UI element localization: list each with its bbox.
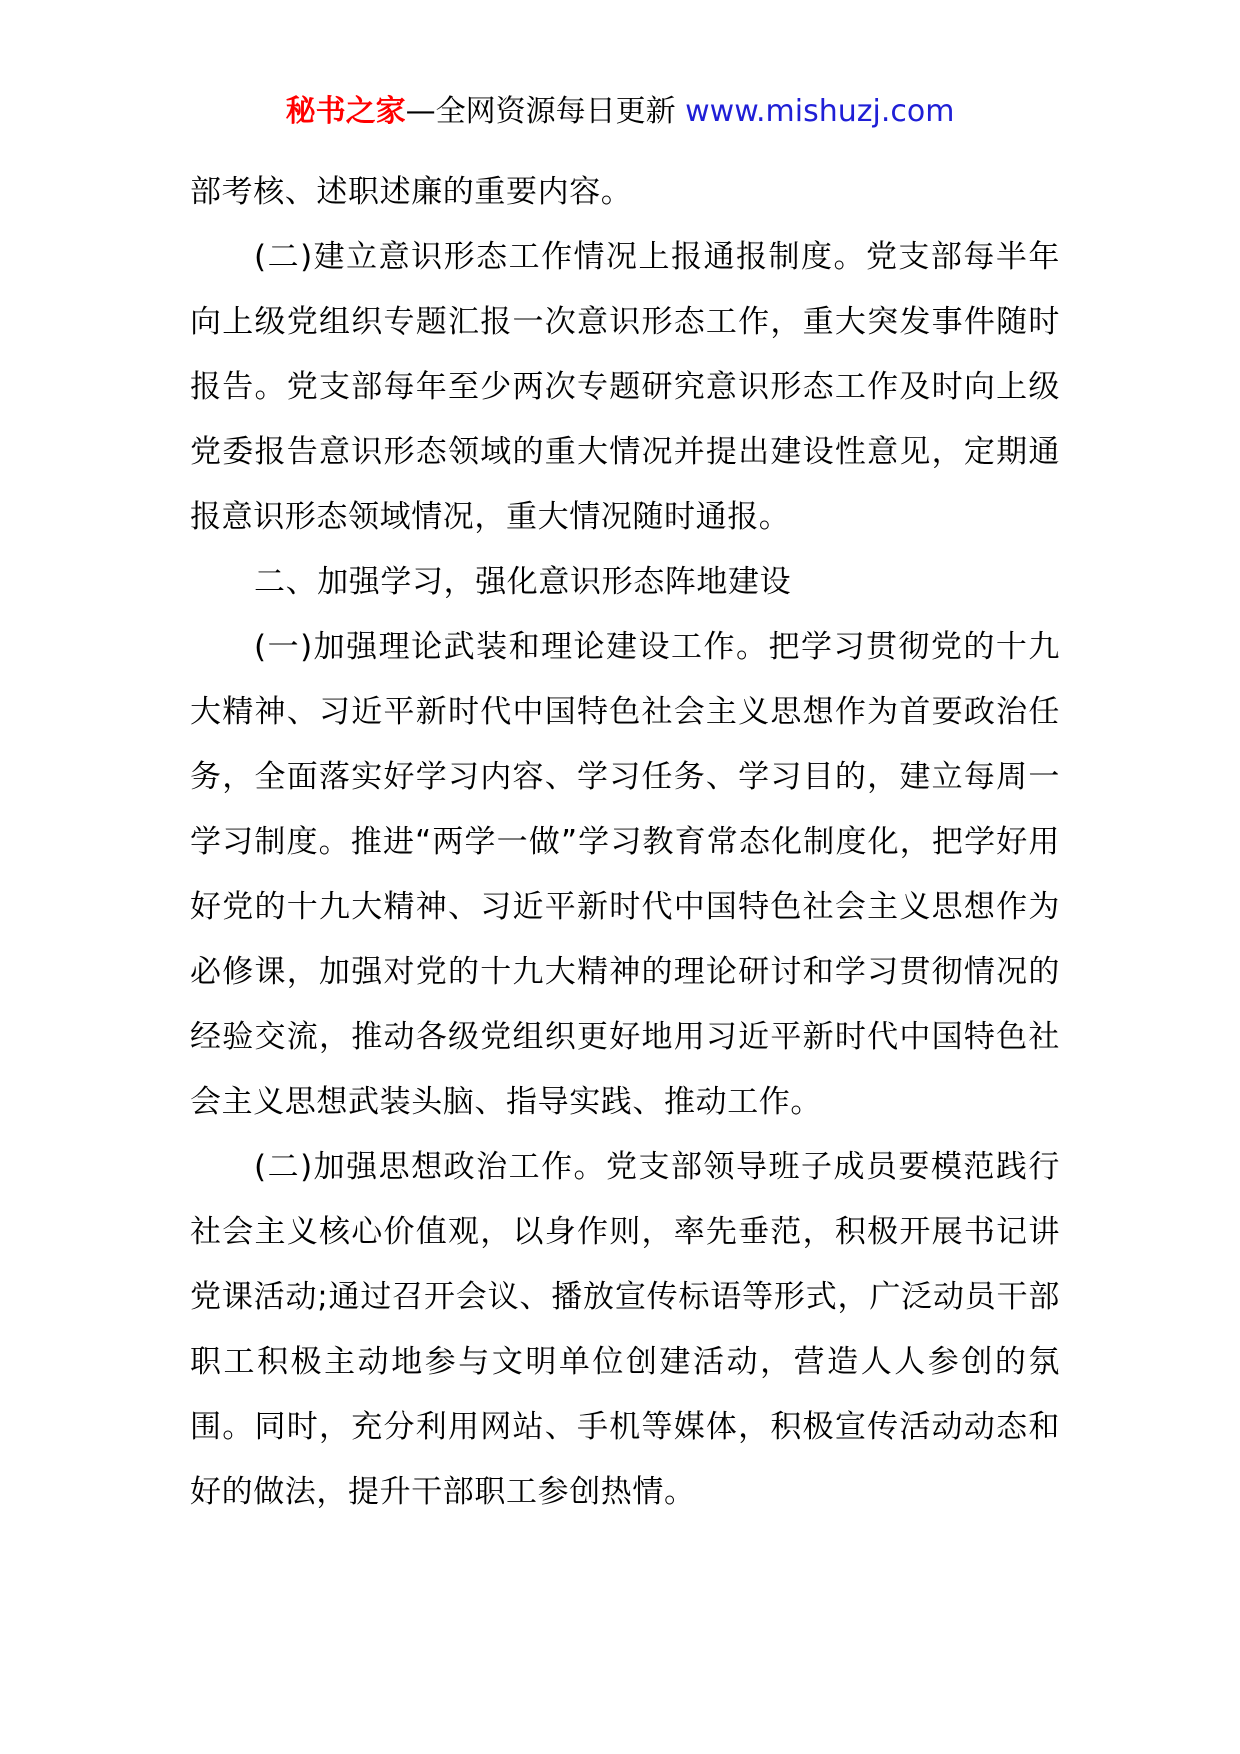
section-heading-study: 二、加强学习，强化意识形态阵地建设 xyxy=(254,564,792,600)
paragraph-theory-work: (一)加强理论武装和理论建设工作。把学习贯彻党的十九大精神、习近平新时代中国特色社会主义思想作为首要政治任务，全面落实好学习内容、学习任务、学习目的，建立每周一学习制度。推进“两学一做”学习教育常态化制度化，把学好用好党的十九大精神、习近平新时代中国特色社会主义思想作为必修课，加强对党的十九大精神的理论研讨和学习贯彻情况的经验交流，推动各级党组织更好地用习近平新时代中国特色社会主义思想武装头脑、指导实践、推动工作。 xyxy=(190,629,1060,1120)
paragraph-political-work: (二)加强思想政治工作。党支部领导班子成员要模范践行社会主义核心价值观，以身作则，率先垂范，积极开展书记讲党课活动;通过召开会议、播放宣传标语等形式，广泛动员干部职工积极主动地参与文明单位创建活动，营造人人参创的氛围。同时，充分利用网站、手机等媒体，积极宣传活动动态和好的做法，提升干部职工参创热情。 xyxy=(190,1149,1060,1510)
paragraph-reporting-system: (二)建立意识形态工作情况上报通报制度。党支部每半年向上级党组织专题汇报一次意识形态工作，重大突发事件随时报告。党支部每年至少两次专题研究意识形态工作及时向上级党委报告意识形态领域的重大情况并提出建设性意见，定期通报意识形态领域情况，重大情况随时通报。 xyxy=(190,239,1060,535)
brand-name: 秘书之家 xyxy=(285,94,406,129)
header-slogan: —全网资源每日更新 xyxy=(405,94,676,129)
paragraph-continuation: 部考核、述职述廉的重要内容。 xyxy=(190,174,633,210)
site-url-link[interactable]: www.mishuzj.com xyxy=(685,94,955,129)
document-body xyxy=(190,160,1060,1525)
page-header xyxy=(0,92,1240,132)
